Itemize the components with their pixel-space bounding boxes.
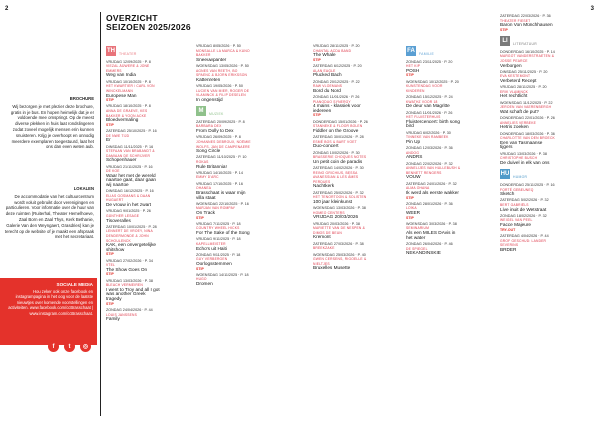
event-date: VRIJDAG 9/11/2025 · P. 18: [196, 237, 241, 242]
event-title: Europese Man: [106, 92, 137, 98]
event-company: GÜNTHER LESAGE: [106, 213, 140, 218]
event-tag: STIP: [313, 113, 321, 118]
event-date: WOENSDAG 13/03/2026 · P. 38: [313, 206, 366, 211]
event-company: ERIK VLAMINCK: [500, 89, 529, 94]
event-company: CHRISTOPHE BUSCH: [500, 156, 538, 161]
event-company: DE KOE: [106, 169, 120, 174]
event-company: VTEL: [106, 263, 116, 268]
event-company: LOUIS JANSSENS: [106, 312, 138, 317]
event-item[interactable]: [313, 95, 369, 118]
event-item[interactable]: [313, 64, 369, 78]
event-item[interactable]: [196, 155, 252, 169]
event-title: ANDRS: [406, 154, 423, 160]
event-item[interactable]: [313, 166, 369, 189]
event-title: Plucked Bach: [313, 72, 342, 78]
event-item[interactable]: [406, 95, 462, 109]
event-date: DONDERDAG 16/10/2025 · P. 14: [500, 49, 555, 54]
event-title: Song Circle: [196, 148, 221, 154]
event-date: VRIJDAG 26/09/2025 · P. 8: [196, 135, 241, 140]
event-date: WOENSDAG 13/05/2026 · P. 50: [196, 64, 249, 69]
event-item[interactable]: [500, 14, 556, 32]
event-title: Baron Von Münchhausen: [500, 22, 553, 28]
event-tag: STIP: [196, 215, 204, 220]
event-company: REINO GRICHIUS, BESSA AVANESSIAN & LES ÂMES PERDUES: [313, 170, 359, 184]
event-company: CHARLOTTE VAN DEN BROECK: [500, 136, 555, 141]
event-item[interactable]: [313, 151, 369, 165]
event-title: VRIJDAG 20/03/2026: [313, 214, 359, 220]
event-date: ZONDAG 15/12/2025 · P. 24: [406, 95, 453, 100]
events-column-3: [313, 44, 369, 271]
event-date: VRIJDAG 28/11/2025 · P. 20: [313, 44, 360, 48]
event-date: ZATERDAG 30/01/2026 · P. 28: [313, 135, 364, 140]
event-title: De duivel in elk van ons: [500, 159, 550, 165]
event-date: VRIJDAG 20/03/2026 · P. 38: [313, 221, 360, 226]
event-date: DONDERDAG 18/03/2026 · P. 36: [500, 131, 555, 136]
event-title: Het rechtlicht: [500, 93, 528, 99]
event-item[interactable]: [196, 237, 252, 251]
event-company: ANNA DE GRAEVE, KES BAKKER & YOON ACKE: [106, 109, 148, 118]
social-media-heading: SOCIALE MEDIA: [56, 282, 93, 287]
event-title: Fiddler on the Groove: [313, 127, 359, 133]
event-item[interactable]: [313, 80, 369, 94]
event-company: OHANEA: [196, 186, 212, 191]
event-title: Facce Majeure: [500, 222, 532, 228]
event-item[interactable]: [406, 162, 462, 180]
event-company: LUCIEN VAN MIER, ROGER DE VLAMINCK & FILIP DESELEN: [196, 88, 250, 98]
event-item[interactable]: [313, 135, 369, 149]
event-company: SEMINARIUM: [406, 226, 430, 231]
event-title: Ik werd als eerste wakker: [406, 189, 459, 195]
event-title: On Track: [196, 210, 216, 215]
lokalen-heading: LOKALEN: [73, 186, 94, 191]
event-tag: STIP: [406, 195, 414, 200]
event-date: ZONDAG 18/02/2026 · P. 32: [500, 213, 547, 218]
event-date: VRIJDAG 13/03/2026 · P. 38: [500, 151, 547, 156]
category-icon: LI: [500, 36, 510, 46]
title-line-1: OVERZICHT: [106, 13, 158, 23]
event-title: The Whale: [313, 52, 336, 58]
event-title: I went to Troy and all I got was another Greek tragedy: [106, 286, 160, 302]
event-date: VRIJDAG 9/01/2025 · P. 26: [106, 209, 151, 214]
event-date: VRIJDAG 13/03/2026 · P. 38: [106, 278, 153, 283]
brochure-block: [4, 96, 94, 150]
event-company: HOMEO CENTERS: [313, 210, 345, 215]
event-item[interactable]: [406, 80, 462, 94]
event-company: ROKAS: [196, 160, 209, 164]
page-number-left: 2: [5, 6, 9, 12]
events-column-2: [196, 44, 252, 287]
event-title: Nachtkerk: [313, 183, 335, 189]
event-date: WOENSDAG 22/10/2025 · P. 16: [196, 201, 249, 206]
event-item[interactable]: [500, 214, 556, 232]
event-company: JOHANNES DEBROUX, NOËMIE WOLFS, JAN DE CAMPENAERE: [196, 139, 251, 149]
event-company: GROF GESCHUD: LANDER SEVERINS: [500, 238, 547, 248]
event-company: BRASSERIE CHOQUES NOTES: [313, 155, 367, 160]
event-date: WOENSDAG 11/12/2025 · P. 22: [500, 100, 553, 105]
event-company: EMMY D'ARC: [196, 175, 219, 180]
event-company: JEROEN VAN VAERENBERGH: [500, 105, 552, 110]
event-company: TINNEKE VAN RAMBEEK: [406, 135, 449, 140]
event-item[interactable]: [500, 183, 556, 197]
event-company: RAW VLOEMANS: [313, 84, 343, 89]
event-company: HET KIP: [406, 64, 421, 69]
event-tag: STIP: [406, 73, 414, 78]
event-date: ZATERDAG 25/02/2026 · P. 32: [313, 190, 364, 195]
event-item[interactable]: [406, 202, 462, 220]
event-date: VRIJDAG 18/10/2025 · P. 8: [106, 104, 151, 109]
event-tag: STIP: [106, 272, 114, 277]
event-item[interactable]: [106, 60, 162, 78]
category-icon: HU: [500, 171, 510, 178]
twitter-icon[interactable]: t: [64, 341, 75, 352]
event-title: VOUW: [406, 174, 421, 180]
event-title: Kattenreten: [196, 76, 221, 82]
event-title: De vrouw in het zwart: [106, 202, 152, 208]
event-title: Brasschaat is waar mijn villa staat: [196, 189, 246, 200]
event-item[interactable]: [406, 222, 462, 240]
event-item[interactable]: [196, 64, 252, 82]
event-title: For The Sake of the Song: [196, 230, 250, 236]
category-badge: [406, 46, 462, 56]
event-title: Echo's uit Haiti: [196, 245, 227, 251]
event-title: Schopenhauer: [106, 157, 137, 163]
brochure-heading: BROCHURE: [69, 96, 94, 101]
events-column-1: [106, 44, 162, 322]
event-company: BARBARA DEX: [196, 124, 222, 129]
event-title: Wat schaft de put?: [500, 108, 539, 114]
event-title: Verborgen: [500, 62, 522, 68]
event-date: ZONDAG 24/04/2026 · P. 44: [106, 307, 153, 312]
event-title: Als een MILES DAvis in het water: [406, 230, 456, 240]
event-date: ZONDAG 12/03/2026 · P. 36: [406, 146, 453, 151]
event-date: ZATERDAG 10/01/2025 · P. 28: [106, 224, 157, 229]
event-tag: TRY-OUT: [500, 227, 516, 232]
event-item[interactable]: [106, 129, 162, 143]
event-item[interactable]: [500, 198, 556, 212]
event-company: FORTÉ GEBEUNEQ: [500, 187, 534, 192]
event-item[interactable]: [106, 145, 162, 163]
category-badge: [500, 169, 556, 179]
event-item[interactable]: [313, 191, 369, 205]
event-title: From Dolly to Dex: [196, 128, 234, 134]
event-date: ZATERDAG 22/03/2026 · P. 36: [500, 14, 551, 18]
event-title: WEER: [406, 210, 421, 215]
event-item[interactable]: [196, 135, 252, 153]
event-title: BRDER: [500, 246, 517, 252]
event-date: VRIJDAG 19/05/2026 · P. 50: [196, 84, 243, 89]
event-item[interactable]: [313, 253, 369, 271]
event-date: ZATERDAG 25/10/2025 · P. 16: [106, 129, 157, 134]
event-date: DINSDAG 11/11/2025 · P. 16: [106, 144, 154, 149]
event-date: WOENSDAG 25/03/2026 · P. 40: [313, 252, 366, 257]
events-column-5: [500, 14, 556, 252]
event-tag: STIP: [106, 98, 114, 103]
event-company: HET TENORTOON & SOLISTEN: [313, 195, 367, 200]
event-company: DE NWE TIJD: [106, 133, 130, 138]
event-company: ALAN EAGLE: [313, 68, 336, 73]
event-date: ZATERDAG 6/12/2025 · P. 20: [313, 64, 362, 69]
category-badge: [196, 106, 252, 116]
event-item[interactable]: [196, 84, 252, 102]
event-date: VRIJDAG 8/05/2026 · P. 50: [196, 44, 241, 48]
event-company: EVA KESTEMONT: [500, 74, 531, 79]
event-date: ZONDAG 10/02/2026 · P. 30: [313, 150, 360, 155]
social-media-text: Hou zeker ook onze facebook en instagrampagina in het oog voor de laatste nieuwtjes over komende voorstellingen en activiteiten. www.facebook.com/ccBrasschaat | www.instagram.com/ccBrasschaat.: [8, 289, 93, 316]
event-company: VIEZAL ÄÜWERE & JONE EMMERS: [106, 64, 150, 73]
event-date: WOENSDAG 10/12/2025 · P. 20: [406, 79, 459, 84]
category-icon: FA: [407, 48, 415, 54]
event-title: KAK, een onvergetelijke shitshow: [106, 242, 157, 252]
event-company: HET KWARTIER / CARL VON WINCKELMANN: [106, 84, 155, 93]
event-company: MARGOT VANDERSTRAETEN & JOSSE PEARCE: [500, 54, 555, 63]
event-date: DONDERDAG 25/11/2025 · P. 16: [500, 182, 555, 187]
event-item[interactable]: [500, 101, 556, 115]
event-title: Een van Tasmaanse tijgers: [500, 139, 543, 150]
event-item[interactable]: [196, 253, 252, 271]
event-item[interactable]: [196, 273, 252, 287]
category-badge: [500, 36, 556, 46]
event-item[interactable]: [500, 152, 556, 166]
event-date: ZONDAG 9/11/2025 · P. 18: [196, 252, 241, 257]
event-item[interactable]: [500, 85, 556, 99]
event-company: PIANODUO SYNERGY: [313, 99, 351, 104]
event-date: VRIJDAG 12/09/2025 · P. 8: [106, 59, 151, 64]
event-item[interactable]: [406, 146, 462, 160]
event-title: Rule Britannia!: [196, 163, 227, 169]
event-item[interactable]: [106, 225, 162, 257]
event-date: VRIJDAG 7/11/2025 · P. 18: [196, 221, 241, 226]
instagram-icon[interactable]: ◎: [80, 341, 91, 352]
event-item[interactable]: [106, 189, 162, 207]
event-title: The Show Goes On: [106, 266, 148, 272]
category-icon: TH: [107, 48, 115, 54]
event-company: KAPELLMEISTER: [196, 241, 226, 246]
event-company: CHANTAL ACDA BAND: [313, 48, 352, 53]
event-item[interactable]: [313, 206, 369, 220]
event-title: Oorlogsstemmen: [196, 261, 232, 266]
event-title: Bord du Nord: [313, 87, 341, 93]
event-title: Pin Up: [406, 138, 421, 144]
event-date: DONDERDAG 22/01/2026 · P. 26: [500, 116, 555, 121]
event-item[interactable]: [313, 222, 369, 240]
category-badge: [106, 46, 162, 56]
event-item[interactable]: [313, 242, 369, 251]
event-company: AGNES VAN REETH, BO SPAENC & BJORN ERIKSSON: [196, 68, 248, 78]
event-tag: STIP: [500, 27, 508, 32]
event-date: ZONDAG 11/01/2026 · P. 26: [406, 110, 453, 115]
event-company: ANNELIJES VAN HULLEBUSH & BENNETT RENGERS: [406, 166, 461, 175]
event-date: ZATERDAG 24/01/2026 · P. 32: [406, 181, 457, 186]
event-company: MONSALLE LA MARCA & KUNO BAKKER: [196, 48, 250, 58]
event-date: DONDERDAG 15/01/2026 · P. 26: [313, 119, 368, 124]
event-company: WEIGEL VAN PEEL: [500, 218, 533, 223]
title-line-2: SEIZOEN 2025/2026: [106, 22, 191, 32]
event-date: ZONDAG 28/01/2026 · P. 36: [406, 201, 453, 206]
event-title: Kremont: [313, 234, 331, 240]
lokalen-block: [4, 186, 94, 240]
category-label: THEATER: [119, 52, 137, 56]
event-date: VRIJDAG 14/10/2025 · P. 14: [196, 170, 243, 175]
event-company: DE SPIEGEL: [406, 246, 428, 251]
lokalen-text: De accommodatie van het cultuurcentrum wordt voluit gebruikt door verenigingen en particulieren. Voor informatie over de huur van deze ruimten (Ruiterhal, Theater Hemelhoeve, Zaal Born en Zaal Thys, Kerk Bethanie, Galerie Van den Weyngaert, Grasdries) kan je terecht op de website of je maakt een afspraak met het secretariaat.: [4, 193, 94, 240]
event-company: MARIETTE VAN DE NESPEN & DIMOS DE BEUN: [313, 226, 366, 235]
event-date: ZONDAG 22/02/2026 · P. 32: [406, 161, 453, 166]
event-company: STANNEKE & FLOOR BOLEN: [313, 124, 363, 129]
social-media-box: [0, 278, 97, 345]
event-title: Dromen: [196, 281, 213, 287]
event-item[interactable]: [313, 44, 369, 62]
event-company: COUNTRY WHEEL HICKS: [196, 226, 240, 231]
event-date: ZATERDAG 11/10/2025 · P. 10: [196, 155, 247, 160]
event-date: VRIJDAG 6/02/2026 · P. 30: [406, 130, 451, 135]
event-item[interactable]: [106, 165, 162, 188]
event-company: THEATER FIESET: [500, 18, 531, 23]
event-title: Duo-concert: [313, 143, 339, 149]
event-title: Un petit coin de paradis: [313, 158, 363, 164]
page-number-right: 3: [590, 6, 594, 12]
event-company: LENNERT DE VROEY, NINA DENDERMONDE & JOHN SCHOULENCK: [106, 229, 153, 243]
event-title: Er: [106, 137, 111, 143]
event-date: ZONDAG 26/04/2026 · P. 46: [406, 241, 453, 246]
event-tag: STIP: [106, 301, 114, 306]
event-company: GUY VERBERGEN: [196, 257, 228, 262]
event-date: ZATERDAG 14/02/2026 · P. 30: [313, 166, 364, 171]
event-item[interactable]: [500, 234, 556, 252]
event-tag: STIP: [406, 215, 414, 220]
event-title: Waar het met de wereld naartoe gaat, daar gaan wij naartoe: [106, 172, 157, 187]
event-company: HET FLUISTERHUIS: [406, 115, 441, 120]
event-title: Bruxelles Musette: [313, 265, 351, 271]
event-company: BREEKZAKE: [313, 246, 335, 251]
event-tag: STIP: [313, 57, 321, 62]
event-date: ZONDAG 20/12/2025 · P. 22: [313, 79, 360, 84]
event-item[interactable]: [106, 104, 162, 127]
event-title: NEKANDINSKIE: [406, 250, 441, 256]
event-item[interactable]: [500, 50, 556, 68]
event-title: Sketch: [500, 191, 515, 197]
event-company: ALMA OHANA: [406, 186, 430, 191]
event-company: STEFAAN VAN BRABANDT & DAMIAAN DE SCHRIJVER: [106, 149, 155, 158]
event-item[interactable]: [196, 202, 252, 220]
category-label: FAMILIE: [419, 52, 435, 56]
event-item[interactable]: [196, 171, 252, 180]
events-column-4: [406, 44, 462, 256]
event-company: ANDOG: [406, 150, 420, 155]
event-date: VRIJDAG 27/02/2026 · P. 34: [106, 258, 153, 263]
event-date: ZATERDAG 4/04/2026 · P. 44: [500, 233, 549, 238]
event-company: MARJAN VAN ROMPAY: [196, 206, 236, 211]
event-item[interactable]: [196, 222, 252, 236]
column-divider: [100, 12, 101, 416]
event-title: 4 mains - klassiek voor iedereen: [313, 103, 361, 113]
event-item[interactable]: [406, 111, 462, 129]
facebook-icon[interactable]: f: [48, 341, 59, 352]
event-item[interactable]: [196, 182, 252, 200]
event-tag: STIP: [106, 252, 114, 257]
event-title: Weg van India: [106, 72, 136, 78]
event-company: GWEN CERSENS, RIGOELLE & NIELTJES: [313, 257, 367, 266]
event-company: LOÏKA: [406, 206, 417, 211]
brochure-text: Wij bezorgen je met plezier deze brochure, gratis in je bus. En hopen heimelijk dat je er voldoende mee omspringt. Op de meest diverse plekken in huis laat rondslingeren zodat zoveel mogelijk mensen erin kunnen snuisteren. Krijg je overhoopt en onnodig meerdere exemplaren toegestuurd, laat het ons dan even weten aub.: [10, 103, 94, 150]
page-title: [106, 14, 191, 32]
event-company: BERT GABRIËLS: [500, 202, 529, 207]
event-date: ZONDAG 23/11/2025 · P. 20: [406, 59, 453, 64]
event-tag: STIP: [106, 122, 114, 127]
event-item[interactable]: [106, 279, 162, 307]
event-company: ESMÉ BOS & BART VOET: [313, 139, 357, 144]
event-title: Bloedvermaling: [106, 117, 139, 123]
event-company: HUGO: [196, 277, 207, 282]
event-date: ZATERDAG 27/03/2026 · P. 38: [313, 241, 364, 246]
event-company: KWATHZ VOOR 18: [406, 99, 438, 104]
event-date: VRIJDAG 21/11/2025 · P. 16: [106, 164, 153, 169]
event-company: ELIAS GOSMANS & DAAN HUGAERT: [106, 193, 151, 203]
event-title: De deur van Magritte: [406, 103, 450, 109]
event-date: DINSDAG 25/11/2025 · P. 20: [500, 69, 548, 74]
event-title: Live inuit de Wetstraat: [500, 206, 547, 212]
event-item[interactable]: [313, 120, 369, 134]
event-item[interactable]: [500, 116, 556, 130]
event-title: Verbeterd Recept: [500, 78, 537, 83]
event-date: VRIJDAG 17/10/2025 · P. 16: [196, 181, 243, 186]
event-item[interactable]: [406, 131, 462, 145]
category-icon: M: [196, 106, 206, 116]
event-item[interactable]: [500, 132, 556, 150]
event-date: VRIJDAG 28/11/2025 · P. 20: [500, 85, 547, 90]
event-item[interactable]: [106, 259, 162, 277]
event-item[interactable]: [106, 209, 162, 223]
event-date: ZONDAG 11/01/2026 · P. 26: [313, 95, 360, 99]
event-company: ANNELIES VERBEKE: [500, 120, 536, 125]
event-date: DINSDAG 16/12/2025 · P. 16: [106, 189, 154, 194]
category-label: HUMOR: [513, 175, 528, 180]
event-item[interactable]: [406, 242, 462, 256]
event-item[interactable]: [196, 120, 252, 134]
event-date: ZATERDAG 5/02/2026 · P. 32: [500, 198, 549, 203]
event-item[interactable]: [406, 182, 462, 200]
event-title: Hetris zoeken: [500, 124, 529, 130]
event-company: KUNSTENDAG VOOR KINDEREN: [406, 84, 443, 93]
event-item[interactable]: [500, 70, 556, 84]
event-item[interactable]: [106, 80, 162, 103]
event-date: WOENSDAG 14/11/2025 · P. 18: [196, 272, 249, 277]
category-label: MUZIEK: [209, 112, 224, 117]
event-tag: STIP: [196, 266, 204, 271]
event-title: POSH: [406, 67, 420, 73]
event-title: Fluistercencert: birth song bird: [406, 118, 460, 129]
event-title: In ongenstijd: [196, 96, 223, 102]
event-item[interactable]: [406, 60, 462, 78]
category-label: LITERATUUR: [513, 42, 538, 47]
event-date: VRIJDAG 10/10/2025 · P. 8: [106, 79, 151, 84]
event-date: ZATERDAG 20/09/2025 · P. 8: [196, 119, 245, 124]
event-item[interactable]: [106, 308, 162, 322]
event-title: 100 jaar kleinkunst: [313, 198, 353, 204]
event-company: BLEACH VERMEIREN: [106, 283, 143, 288]
event-item[interactable]: [196, 44, 252, 62]
event-date: WOENSDAG 3/03/2026 · P. 38: [406, 221, 457, 226]
event-title: Tisoveralles: [106, 217, 131, 223]
event-title: Family: [106, 316, 120, 322]
event-title: Sneeuwpanter: [196, 56, 227, 62]
